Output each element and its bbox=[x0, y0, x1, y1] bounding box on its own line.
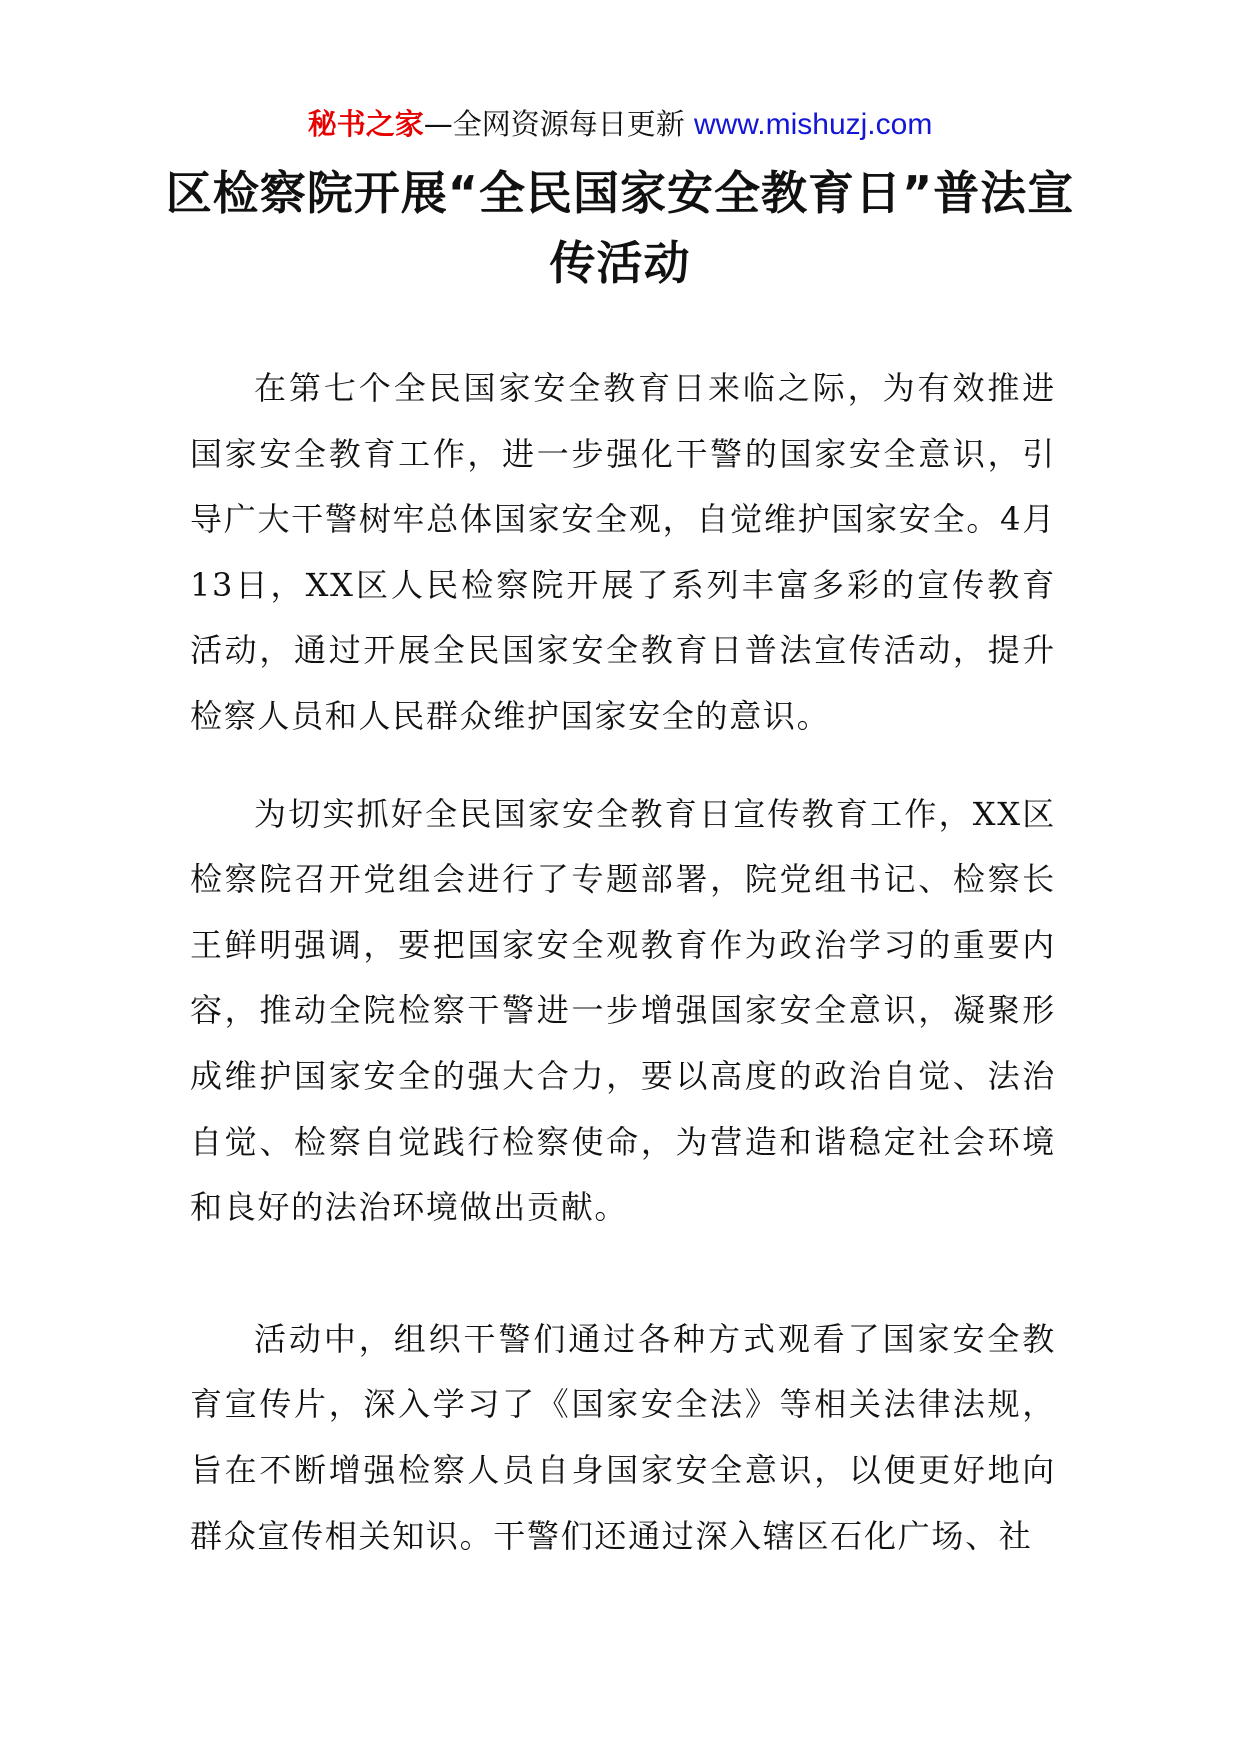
header-tagline: —全网资源每日更新 bbox=[423, 107, 685, 141]
document-body bbox=[190, 356, 1056, 1569]
site-url-link[interactable]: www.mishuzj.com bbox=[693, 108, 933, 141]
brand-name: 秘书之家 bbox=[307, 107, 424, 141]
document-title: 区检察院开展“全民国家安全教育日”普法宣传活动 bbox=[165, 166, 1075, 290]
body-paragraph-1: 在第七个全民国家安全教育日来临之际，为有效推进国家安全教育工作，进一步强化干警的国家安全意识，引导广大干警树牢总体国家安全观，自觉维护国家安全。4月13日，XX区人民检察院开展了系列丰富多彩的宣传教育活动，通过开展全民国家安全教育日普法宣传活动，提升检察人员和人民群众维护国家安全的意识。 bbox=[190, 369, 1056, 735]
body-paragraph-3: 活动中，组织干警们通过各种方式观看了国家安全教育宣传片，深入学习了《国家安全法》等相关法律法规，旨在不断增强检察人员自身国家安全意识，以便更好地向群众宣传相关知识。干警们还通过深入辖区石化广场、社 bbox=[190, 1319, 1056, 1555]
body-paragraph-2: 为切实抓好全民国家安全教育日宣传教育工作，XX区检察院召开党组会进行了专题部署，院党组书记、检察长王鲜明强调，要把国家安全观教育作为政治学习的重要内容，推动全院检察干警进一步增强国家安全意识，凝聚形成维护国家安全的强大合力，要以高度的政治自觉、法治自觉、检察自觉践行检察使命，为营造和谐稳定社会环境和良好的法治环境做出贡献。 bbox=[190, 794, 1056, 1227]
site-header bbox=[0, 104, 1240, 145]
